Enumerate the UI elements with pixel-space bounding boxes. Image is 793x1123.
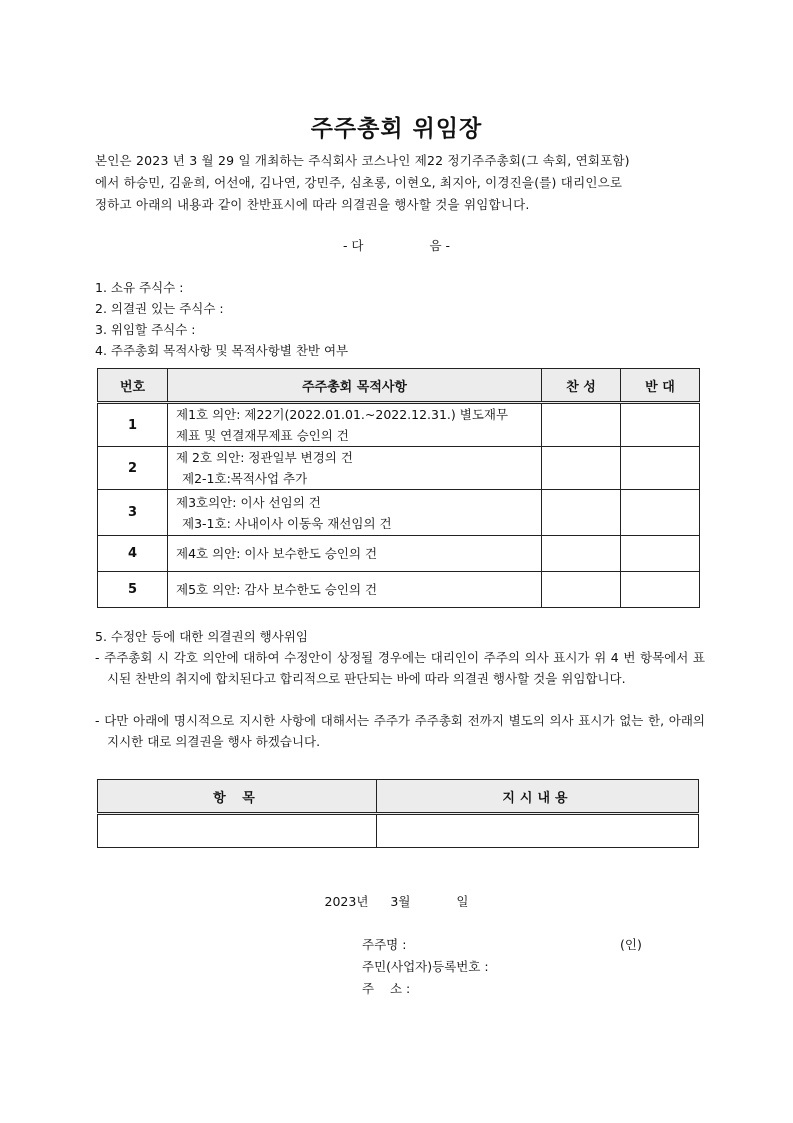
delegated-shares-item: 3. 위임할 주식수 : [95,322,196,337]
signature-block [362,934,652,1000]
header-num: 번호 [98,369,168,403]
row-number: 5 [98,572,168,608]
header-against: 반 대 [621,369,700,403]
table-row [98,447,700,490]
agenda-line: 제2-1호:목적사업 추가 [182,471,308,486]
row-number: 3 [98,490,168,536]
vote-against-cell[interactable] [621,536,700,572]
vote-for-cell[interactable] [542,403,621,447]
table-row [98,403,700,447]
agenda-header-row [98,369,700,403]
section5-title: 5. 수정안 등에 대한 의결권의 행사위임 [95,629,308,644]
date-line [0,892,793,910]
instruction-table [97,779,699,848]
vote-against-cell[interactable] [621,447,700,490]
instruction-header-row [98,780,699,814]
header-instruction: 지시내용 [377,780,699,814]
vote-against-cell[interactable] [621,572,700,608]
vote-for-cell[interactable] [542,490,621,536]
address-row [362,978,652,1000]
agenda-line: 제표 및 연결재무제표 승인의 건 [176,428,349,443]
date-day: 일 [456,894,469,909]
agenda-line: 제3호의안: 이사 선임의 건 [176,494,321,510]
agenda-vote-item: 4. 주주총회 목적사항 및 목적사항별 찬반 여부 [95,343,349,358]
info-items [95,277,348,361]
vote-against-cell[interactable] [621,490,700,536]
agenda-item [168,490,542,536]
intro-line: 에서 하승민, 김윤희, 어선애, 김나연, 강민주, 심초롱, 이현오, 최지아, 이경진을(를) 대리인으로 [95,175,623,190]
address-label: 주 소 : [362,981,411,996]
header-for: 찬 성 [542,369,621,403]
registration-number-row [362,956,652,978]
date-year: 2023년 [324,894,369,909]
agenda-item: 제4호 의안: 이사 보수한도 승인의 건 [168,536,542,572]
agenda-line: 제1호 의안: 제22기(2022.01.01.~2022.12.31.) 별도재무 [176,407,509,422]
agenda-item [168,447,542,490]
seal-mark: (인) [620,937,642,952]
shareholder-name-row [362,934,652,956]
agenda-item [168,403,542,447]
row-number: 2 [98,447,168,490]
registration-number-label: 주민(사업자)등록번호 : [362,959,489,974]
agenda-item: 제5호 의안: 감사 보수한도 승인의 건 [168,572,542,608]
vote-against-cell[interactable] [621,403,700,447]
instruction-item-cell[interactable] [98,814,377,848]
owned-shares-item: 1. 소유 주식수 : [95,280,184,295]
table-row [98,814,699,848]
row-number: 4 [98,536,168,572]
agenda-table [97,368,700,608]
intro-line: 정하고 아래의 내용과 같이 찬반표시에 따라 의결권을 행사할 것을 위임합니다. [95,197,530,212]
table-row [98,490,700,536]
table-row [98,536,700,572]
document-title: 주주총회 위임장 [310,116,483,142]
header-item: 주주총회 목적사항 [168,369,542,403]
amendment-section [95,626,705,752]
header-item: 항 목 [98,780,377,814]
vote-for-cell[interactable] [542,572,621,608]
vote-for-cell[interactable] [542,536,621,572]
date-month: 3월 [390,894,411,909]
row-number: 1 [98,403,168,447]
amendment-paragraph: - 주주총회 시 각호 의안에 대하여 수정안이 상정될 경우에는 대리인이 주주의 의사 표시가 위 4 번 항목에서 표시된 찬반의 취지에 합치된다고 합리적으로 판단되는 바에 따라 의결권 행사할 것을 위임합니다. [95,650,705,686]
heading-left: - 다 [342,238,364,253]
instruction-paragraph: - 다만 아래에 명시적으로 지시한 사항에 대해서는 주주가 주주총회 전까지 별도의 의사 표시가 없는 한, 아래의 지시한 대로 의결권을 행사 하겠습니다. [95,713,705,749]
agenda-line: 제3-1호: 사내이사 이동욱 재선임의 건 [182,515,392,531]
shareholder-name-label: 주주명 : [362,937,407,952]
table-row [98,572,700,608]
vote-for-cell[interactable] [542,447,621,490]
voting-shares-item: 2. 의결권 있는 주식수 : [95,301,224,316]
intro-line: 본인은 2023 년 3 월 29 일 개최하는 주식회사 코스나인 제22 정기주주총회(그 속회, 연회포함) [95,153,630,168]
agenda-line: 제 2호 의안: 정관일부 변경의 건 [176,450,353,465]
section-heading [0,236,793,254]
intro-paragraph [95,150,703,216]
heading-right: 음 - [429,238,451,253]
instruction-content-cell[interactable] [377,814,699,848]
